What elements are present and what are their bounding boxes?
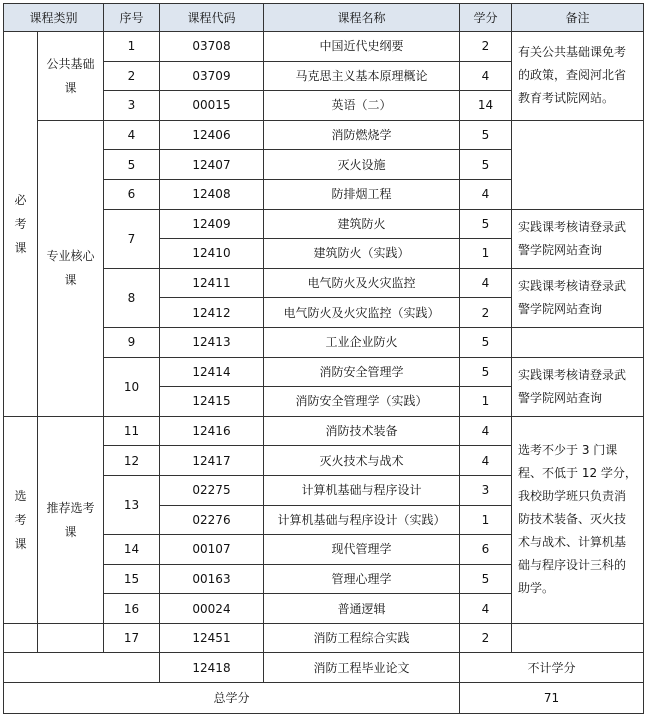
row-credit: 5 xyxy=(460,120,512,150)
row-name: 管理心理学 xyxy=(264,564,460,594)
header-note: 备注 xyxy=(512,4,644,32)
row-name: 现代管理学 xyxy=(264,535,460,565)
row-seq: 8 xyxy=(104,268,160,327)
subcategory-public-basic: 公共基础课 xyxy=(38,32,104,121)
row-credit: 14 xyxy=(460,91,512,121)
row-name: 灭火设施 xyxy=(264,150,460,180)
row-code: 12408 xyxy=(160,179,264,209)
row-seq: 7 xyxy=(104,209,160,268)
row-code: 00107 xyxy=(160,535,264,565)
row-code: 12417 xyxy=(160,446,264,476)
row-credit: 5 xyxy=(460,209,512,239)
note-elective-rule: 选考不少于 3 门课程、不低于 12 学分，我校助学班只负责消防技术装备、灭火技术与战术、计算机基础与程序设计三科的助学。 xyxy=(512,416,644,623)
row-code: 03709 xyxy=(160,61,264,91)
note-practice-query: 实践课考核请登录武警学院网站查询 xyxy=(512,357,644,416)
row-code: 12412 xyxy=(160,298,264,328)
row-name: 电气防火及火灾监控（实践） xyxy=(264,298,460,328)
row-code: 12407 xyxy=(160,150,264,180)
row-credit: 2 xyxy=(460,298,512,328)
row-code: 02275 xyxy=(160,475,264,505)
table-row xyxy=(4,32,644,62)
row-credit: 5 xyxy=(460,357,512,387)
row-code: 12413 xyxy=(160,327,264,357)
row-code: 12416 xyxy=(160,416,264,446)
row-seq: 9 xyxy=(104,327,160,357)
row-name: 消防燃烧学 xyxy=(264,120,460,150)
row-name: 英语（二） xyxy=(264,91,460,121)
row-code: 12418 xyxy=(160,653,264,683)
category-blank xyxy=(4,623,38,653)
row-name: 消防技术装备 xyxy=(264,416,460,446)
row-seq: 13 xyxy=(104,475,160,534)
row-credit: 6 xyxy=(460,535,512,565)
row-seq: 17 xyxy=(104,623,160,653)
category-blank xyxy=(4,653,160,683)
row-name: 消防安全管理学 xyxy=(264,357,460,387)
row-seq: 1 xyxy=(104,32,160,62)
row-credit: 3 xyxy=(460,475,512,505)
row-credit: 4 xyxy=(460,268,512,298)
row-code: 12414 xyxy=(160,357,264,387)
row-code: 12415 xyxy=(160,387,264,417)
row-credit: 2 xyxy=(460,623,512,653)
row-name: 马克思主义基本原理概论 xyxy=(264,61,460,91)
row-seq: 6 xyxy=(104,179,160,209)
row-name: 灭火技术与战术 xyxy=(264,446,460,476)
subcategory-recommended-elective: 推荐选考课 xyxy=(38,416,104,623)
header-name: 课程名称 xyxy=(264,4,460,32)
row-name: 建筑防火（实践） xyxy=(264,239,460,269)
row-name: 电气防火及火灾监控 xyxy=(264,268,460,298)
row-credit: 1 xyxy=(460,505,512,535)
category-elective: 选考课 xyxy=(4,416,38,623)
header-row xyxy=(4,4,644,32)
row-seq: 10 xyxy=(104,357,160,416)
row-seq: 5 xyxy=(104,150,160,180)
row-credit: 不计学分 xyxy=(460,653,644,683)
row-name: 计算机基础与程序设计（实践） xyxy=(264,505,460,535)
row-credit: 4 xyxy=(460,416,512,446)
row-code: 12451 xyxy=(160,623,264,653)
course-table-sheet xyxy=(3,3,644,714)
total-row xyxy=(4,683,644,714)
row-seq: 2 xyxy=(104,61,160,91)
row-name: 防排烟工程 xyxy=(264,179,460,209)
row-name: 消防工程毕业论文 xyxy=(264,653,460,683)
header-code: 课程代码 xyxy=(160,4,264,32)
row-seq: 14 xyxy=(104,535,160,565)
row-code: 00015 xyxy=(160,91,264,121)
row-credit: 2 xyxy=(460,32,512,62)
row-credit: 5 xyxy=(460,327,512,357)
note-practice-query: 实践课考核请登录武警学院网站查询 xyxy=(512,268,644,327)
note-public-exempt: 有关公共基础课免考的政策，查阅河北省教育考试院网站。 xyxy=(512,32,644,121)
row-name: 消防工程综合实践 xyxy=(264,623,460,653)
note-empty xyxy=(512,623,644,653)
row-seq: 16 xyxy=(104,594,160,624)
row-seq: 11 xyxy=(104,416,160,446)
course-table xyxy=(3,3,644,714)
row-credit: 4 xyxy=(460,594,512,624)
total-label: 总学分 xyxy=(4,683,460,714)
row-seq: 3 xyxy=(104,91,160,121)
row-credit: 4 xyxy=(460,61,512,91)
row-name: 计算机基础与程序设计 xyxy=(264,475,460,505)
row-code: 00024 xyxy=(160,594,264,624)
table-row xyxy=(4,416,644,446)
row-code: 02276 xyxy=(160,505,264,535)
table-row xyxy=(4,623,644,653)
subcategory-professional-core: 专业核心课 xyxy=(38,120,104,416)
row-credit: 4 xyxy=(460,446,512,476)
row-name: 普通逻辑 xyxy=(264,594,460,624)
row-credit: 5 xyxy=(460,150,512,180)
row-seq: 15 xyxy=(104,564,160,594)
row-seq: 12 xyxy=(104,446,160,476)
row-name: 中国近代史纲要 xyxy=(264,32,460,62)
row-code: 12406 xyxy=(160,120,264,150)
table-row xyxy=(4,653,644,683)
row-name: 工业企业防火 xyxy=(264,327,460,357)
row-code: 12411 xyxy=(160,268,264,298)
row-credit: 1 xyxy=(460,239,512,269)
header-seq: 序号 xyxy=(104,4,160,32)
subcategory-blank xyxy=(38,623,104,653)
row-code: 00163 xyxy=(160,564,264,594)
row-code: 03708 xyxy=(160,32,264,62)
row-seq: 4 xyxy=(104,120,160,150)
header-credit: 学分 xyxy=(460,4,512,32)
total-value: 71 xyxy=(460,683,644,714)
note-practice-query: 实践课考核请登录武警学院网站查询 xyxy=(512,209,644,268)
note-empty xyxy=(512,327,644,357)
header-category: 课程类别 xyxy=(4,4,104,32)
row-name: 建筑防火 xyxy=(264,209,460,239)
category-required: 必考课 xyxy=(4,32,38,417)
row-code: 12410 xyxy=(160,239,264,269)
note-empty xyxy=(512,120,644,209)
table-row xyxy=(4,120,644,150)
row-credit: 1 xyxy=(460,387,512,417)
row-name: 消防安全管理学（实践） xyxy=(264,387,460,417)
row-credit: 5 xyxy=(460,564,512,594)
row-code: 12409 xyxy=(160,209,264,239)
row-credit: 4 xyxy=(460,179,512,209)
